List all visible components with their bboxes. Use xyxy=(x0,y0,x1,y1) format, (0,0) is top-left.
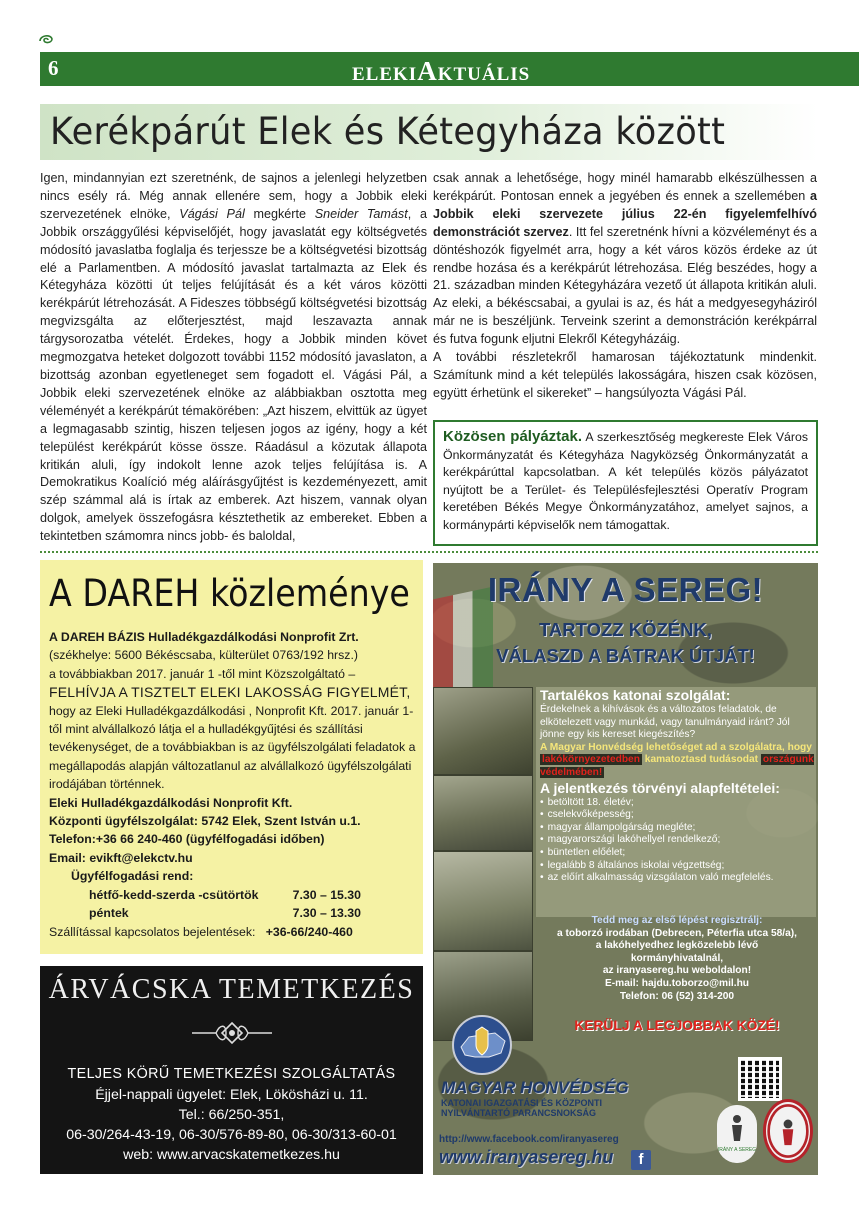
masthead-initial: A xyxy=(417,56,438,86)
funeral-details xyxy=(40,1064,423,1165)
helicopter-photo xyxy=(433,687,533,775)
army-section2: A jelentkezés törvényi alapfeltételei: xyxy=(540,779,780,796)
transport-phone: +36-66/240-460 xyxy=(265,924,353,939)
army-cta: KERÜLJ A LEGJOBBAK KÖZÉ! xyxy=(574,1018,780,1033)
sidebar-box-lead: Közösen pályáztak. xyxy=(443,428,583,445)
army-recruitment-ad xyxy=(433,563,818,1175)
soldier-training-photo xyxy=(433,851,533,951)
army-intro: Érdekelnek a kihívások és a változatos feladatok, de elkötelezett vagy munkád, vagy tanulmányaid iránt? Jól jönne egy kis kereset kiegészítés? xyxy=(540,704,790,741)
dareh-transport xyxy=(49,923,421,941)
masthead xyxy=(352,56,530,87)
funeral-title: ÁRVÁCSKA TEMETKEZÉS xyxy=(48,974,415,1005)
transport-label: Szállítással kapcsolatos bejelentések: xyxy=(49,924,256,939)
army-seal-icon xyxy=(763,1099,813,1163)
sidebar-box-text: A szerkesztőség megkereste Elek Város Önkormányzatát és Kétegyháza Nagyközség Önkormányzatát a kerékpárúttal kapcsolatban. A két település közös pályázatot nyújtott be a Terület- és Településfejlesztési Operatív Program keretében Békés Megye Önkormányzatához, amelyet sajnos, a kormánypárti képviselők nem támogattak. xyxy=(443,430,808,532)
org-sub1: KATONAI IGAZGATÁSI ÉS KÖZPONTI xyxy=(441,1098,603,1108)
register-line: a lakóhelyedhez legközelebb lévő xyxy=(595,940,759,952)
hungary-map-emblem-icon xyxy=(451,1011,513,1079)
dareh-title: A DAREH közleménye xyxy=(49,572,410,615)
dareh-from: a továbbiakban 2017. január 1 -től mint Közszolgáltató – xyxy=(49,666,356,681)
dareh-email: Email: evikft@elekctv.hu xyxy=(49,850,193,865)
dareh-company2: Eleki Hulladékgazdálkodási Nonprofit Kft. xyxy=(49,795,293,810)
hours-time: 7.30 – 15.30 xyxy=(292,887,361,902)
dareh-seat: (székhelye: 5600 Békéscsaba, külterület 0763/192 hrsz.) xyxy=(49,648,358,663)
army-offer xyxy=(540,742,816,780)
section-divider xyxy=(40,551,818,553)
dareh-office: Központi ügyfélszolgálat: 5742 Elek, Szent István u.1. xyxy=(49,814,361,829)
article-paragraph: A további részletekről hamarosan tájékoztatunk mindenkit. Számítunk mind a két település lakosságára, hiszen csak közösen, együtt érhetünk el sikereket” – hangsúlyozta Vágási Pál. xyxy=(433,350,817,400)
facebook-link[interactable]: http://www.facebook.com/iranyasereg xyxy=(439,1134,619,1145)
article-column-left xyxy=(40,170,427,546)
offer-a: A Magyar Honvédség lehetőséget ad a szolgálatra, hogy xyxy=(540,741,812,753)
ornament-icon xyxy=(190,1020,274,1046)
armored-vehicle-photo xyxy=(433,775,533,851)
dareh-hours-row xyxy=(49,904,421,922)
dareh-hours-row xyxy=(49,886,421,904)
dareh-body xyxy=(49,628,421,941)
hours-days: hétfő-kedd-szerda -csütörtök xyxy=(89,887,259,902)
offer-b: kamatoztasd tudásodat xyxy=(641,754,761,766)
website-link[interactable]: www.iranyasereg.hu xyxy=(439,1147,614,1167)
hours-time: 7.30 – 13.30 xyxy=(292,906,361,921)
condition-item: • magyar állampolgárság megléte; xyxy=(540,822,816,835)
page-number: 6 xyxy=(48,56,59,80)
org-sub2: NYILVÁNTARTÓ PARANCSNOKSÁG xyxy=(441,1108,596,1118)
offer-red2: országunk védelmében! xyxy=(540,754,814,778)
article-title: Kerékpárút Elek és Kétegyháza között xyxy=(50,110,726,153)
register-line: az iranyasereg.hu weboldalon! xyxy=(602,965,752,977)
masthead-suffix: KTUÁLIS xyxy=(437,64,531,85)
army-sub1: TARTOZZ KÖZÉNK, xyxy=(539,619,712,640)
condition-item: • cselekvőképesség; xyxy=(540,809,816,822)
army-org-name: MAGYAR HONVÉDSÉG xyxy=(441,1078,629,1097)
article-column-right xyxy=(433,170,817,403)
army-headline: IRÁNY A SEREG! xyxy=(487,571,764,608)
army-info-text xyxy=(540,687,816,885)
condition-item: • az előírt alkalmasság vizsgálaton való megfelelés. xyxy=(540,872,816,885)
article-paragraph: csak annak a lehetősége, hogy minél hamarabb elkészülhessen a kerékpárút. Pontosan ennek a jegyében és ennek a szellemében a Jobbik eleki szervezete július 22-én figyelemfelhívó demonstrációt szervez. Itt fel szeretnénk hívni a közvéleményt és a döntéshozók figyelmét arra, hogy a két város közös érdeke az út rendbe hozása és a kerékpárút létrehozása. Elég beszédes, hogy a 21. században minden Kétegyházára vezető út állapota kritikán aluli. Az eleki, a békéscsabai, a gyulai is az, és hát a medgyesegyháziról már ne is beszéljünk. Terveink szerint a demonstráción kerékpárral és futva fogunk eljutni Elekről Kétegyházáig. xyxy=(433,171,817,347)
army-registration xyxy=(538,915,816,1003)
condition-item: • legalább 8 általános iskolai végzettség; xyxy=(540,860,816,873)
offer-red: lakókörnyezetedben xyxy=(542,754,640,766)
army-org-sub xyxy=(441,1098,602,1118)
funeral-web: web: www.arvacskatemetkezes.hu xyxy=(123,1147,340,1163)
funeral-ad xyxy=(40,966,423,1174)
army-sub2: VÁLASZD A BÁTRAK ÚTJÁT! xyxy=(496,645,755,666)
register-line: kormányhivatalnál, xyxy=(630,952,724,964)
article-paragraph: Igen, mindannyian ezt szeretnénk, de sajnos a jelenlegi helyzetben nincs esély rá. Még annak ellenére sem, hogy a Jobbik eleki szervezetének elnöke, Vágási Pál megkérte Sneider Tamást, a Jobbik országgyűlési képviselőjét, hogy javaslatát egy költségvetés módosító javaslatba foglalja és terjessze be a költségvetési bizottság elé a Parlamentben. A módosító javaslat tartalmazta az Elek és Kétegyháza közötti út teljes felújítását és a két város közötti kerékpárút létrehozását. A Fideszes többségű költségvetési bizottság megvizsgálta az előterjesztést, majd leszavazta annak tárgysorozatba vételét. Érdekes, hogy a Jobbik minden követ megmozgatva heteket dolgozott további 1152 módosító javaslaton, a bizottság azonban egyetleneget sem fogadott el. Vágási Pál, a Jobbik eleki szervezetének elnöke az alábbiakban osztotta meg véleményét a kerékpárút témakörében: „Azt hiszem, elvittük az ügyet a legmagasabb szintig, hiszen teljesen jogos az igény, hogy a két települést kerékpárút kösse össze. Ráadásul a közutak állapota kritikán aluli, így indokolt lenne azok teljes felújítása is. A Demokratikus Koalíció még aláírásgyűjtést is kezdeményezett, amit szép számmal alá is írtak az emberek. Azt hiszem, vannak olyan dolgok, amelyek összefogásra késztethetik az embereket. Ebben a tekintetben számomra nincs jobb- és baloldal, xyxy=(40,171,427,544)
dareh-phone: Telefon:+36 66 240-460 (ügyfélfogadási időben) xyxy=(49,832,325,847)
dareh-hours-label: Ügyfélfogadási rend: xyxy=(71,869,194,884)
funeral-duty: Éjjel-nappali ügyelet: Elek, Lökösházi u. 11. xyxy=(95,1087,368,1103)
register-line: E-mail: hajdu.toborzo@mil.hu xyxy=(604,977,750,989)
condition-item: • betöltött 18. életév; xyxy=(540,797,816,810)
funeral-service: TELJES KÖRŰ TEMETKEZÉSI SZOLGÁLTATÁS xyxy=(67,1066,396,1082)
register-line: a toborzó irodában (Debrecen, Péterfia utca 58/a), xyxy=(556,927,798,939)
facebook-icon[interactable]: f xyxy=(631,1150,651,1170)
iranyasereg-badge-icon xyxy=(717,1105,757,1163)
register-title: Tedd meg az első lépést regisztrálj: xyxy=(591,915,763,926)
dareh-notice: FELHÍVJA A TISZTELT ELEKI LAKOSSÁG FIGYELMÉT, xyxy=(49,684,411,701)
register-line: Telefon: 06 (52) 314-200 xyxy=(619,990,735,1002)
dareh-text: hogy az Eleki Hulladékgazdálkodási , Nonprofit Kft. 2017. január 1-től mint alvállalkozó látja el a hulladékgyűjtési és szállítási tevékenységet, de a továbbiakban is az ügyfélszolgálati feladatok a megállapodás alapján változatlanul az alvállalkozó ügyfélszolgálati irodájában történnek. xyxy=(49,703,416,792)
condition-item: • büntetlen előélet; xyxy=(540,847,816,860)
sidebar-box xyxy=(433,420,818,546)
funeral-mobiles: 06-30/264-43-19, 06-30/576-89-80, 06-30/313-60-01 xyxy=(66,1127,397,1143)
masthead-prefix: ELEKI xyxy=(352,64,418,85)
army-conditions xyxy=(540,797,816,885)
svg-text:IRÁNY A SEREG: IRÁNY A SEREG xyxy=(717,1147,757,1153)
army-subheadline xyxy=(433,617,818,669)
qr-code-overlay xyxy=(738,1057,782,1101)
army-section1: Tartalékos katonai szolgálat: xyxy=(540,687,731,703)
condition-item: • magyarországi lakóhellyel rendelkező; xyxy=(540,834,816,847)
funeral-tel: Tel.: 66/250-351, xyxy=(178,1107,285,1123)
hours-days: péntek xyxy=(89,906,129,921)
swirl-icon xyxy=(38,32,54,46)
dareh-company: A DAREH BÁZIS Hulladékgazdálkodási Nonprofit Zrt. xyxy=(49,630,359,644)
